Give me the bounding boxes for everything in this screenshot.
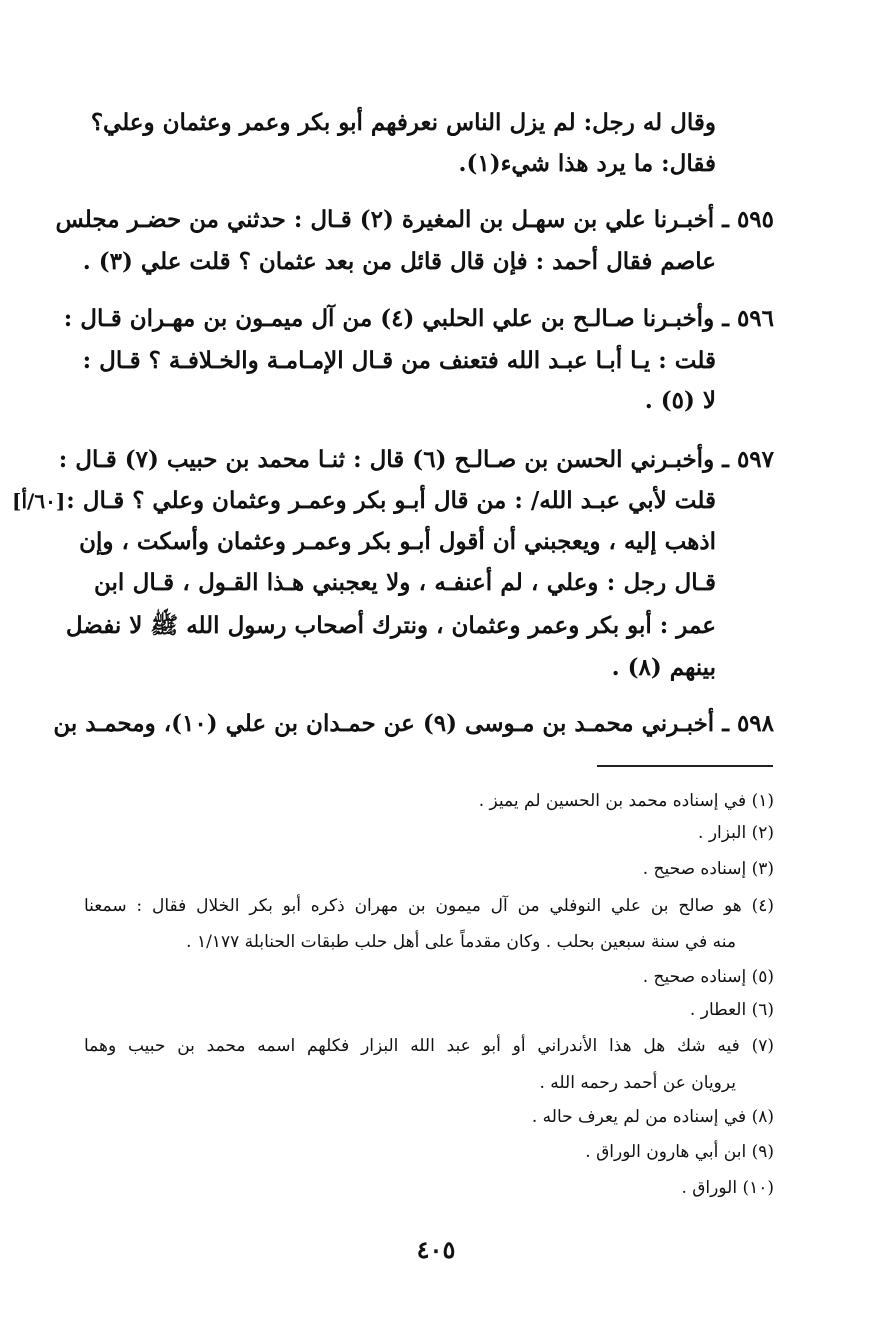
page-number: ٤٠٥ <box>416 1235 456 1264</box>
margin-folio-note: [٦٠/أ] <box>12 489 66 513</box>
hadith-596-line-1: ٥٩٦ ـ وأخبـرنا صـالـح بن علي الحلبي (٤) من آل ميمـون بن مهـران قـال : <box>63 305 774 332</box>
footnote-5: (٥) إسناده صحيح . <box>642 967 774 987</box>
footnote-3: (٣) إسناده صحيح . <box>642 859 774 879</box>
footnote-1: (١) في إسناده محمد بن الحسين لم يميز . <box>478 791 774 811</box>
footnote-separator <box>597 765 773 767</box>
hadith-597-line-2: قلت لأبي عبـد الله/ : من قال أبـو بكر وعمـر وعثمان وعلي ؟ قـال : <box>66 487 716 514</box>
footnote-2: (٢) البزار . <box>698 823 774 843</box>
footnote-8: (٨) في إسناده من لم يعرف حاله . <box>531 1107 774 1127</box>
hadith-595-line-2: عاصم فقال أحمد : فإن قال قائل من بعد عثمان ؟ قلت علي (٣) . <box>82 248 716 275</box>
footnote-7-line-1: (٧) فيه شك هل هذا الأندراني أو أبو عبد الله البزار فكلهم اسمه محمد بن حبيب وهما <box>84 1036 774 1056</box>
hadith-596-line-3: لا (٥) . <box>644 387 716 414</box>
hadith-598-line-1: ٥٩٨ ـ أخبـرني محمـد بن مـوسى (٩) عن حمـدان بن علي (١٠)، ومحمـد بن <box>53 710 774 737</box>
hadith-597-line-1: ٥٩٧ ـ وأخبـرني الحسن بن صـالـح (٦) قال : ثنـا محمد بن حبيب (٧) قـال : <box>58 446 774 473</box>
text-line-intro-2: فقال: ما يرد هذا شيء(١). <box>458 150 716 177</box>
hadith-596-line-2: قلت : يـا أبـا عبـد الله فتعنف من قـال الإمـامـة والخـلافـة ؟ قـال : <box>82 347 716 374</box>
footnote-4-line-1: (٤) هو صالح بن علي النوفلي من آل ميمون بن مهران ذكره أبو بكر الخلال فقال : سمعنا <box>84 896 774 916</box>
hadith-597-line-6: بينهم (٨) . <box>611 654 716 681</box>
hadith-595-line-1: ٥٩٥ ـ أخبـرنا علي بن سهـل بن المغيرة (٢) قـال : حدثني من حضـر مجلس <box>55 206 774 233</box>
footnote-9: (٩) ابن أبي هارون الوراق . <box>585 1142 774 1162</box>
hadith-597-line-3: اذهب إليه ، ويعجبني أن أقول أبـو بكر وعمـر وعثمان وأسكت ، وإن <box>79 528 716 555</box>
footnote-4-line-2: منه في سنة سبعين بحلب . وكان مقدماً على أهل حلب طبقات الحنابلة ١/١٧٧ . <box>186 932 736 952</box>
text-line-intro-1: وقال له رجل: لم يزل الناس نعرفهم أبو بكر وعمر وعثمان وعلي؟ <box>90 109 716 136</box>
hadith-597-line-5: عمر : أبو بكر وعمر وعثمان ، ونترك أصحاب رسول الله ﷺ لا نفضل <box>65 612 716 639</box>
hadith-597-line-4: قـال رجل : وعلي ، لم أعنفـه ، ولا يعجبني هـذا القـول ، قـال ابن <box>94 569 716 596</box>
footnote-10: (١٠) الوراق . <box>681 1178 774 1198</box>
footnote-7-line-2: يرويان عن أحمد رحمه الله . <box>539 1073 736 1093</box>
footnote-6: (٦) العطار . <box>689 1000 774 1020</box>
